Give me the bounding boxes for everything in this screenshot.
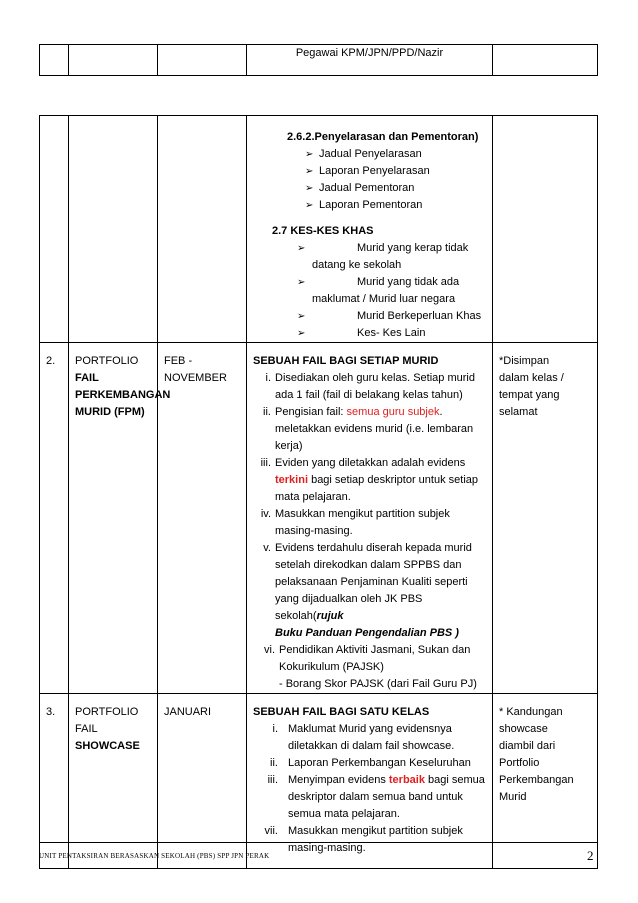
arrow-bullet-icon: ➢ — [297, 328, 306, 339]
time-period: JANUARI — [158, 694, 247, 869]
list-item: i. Maklumat Murid yang evidensnya diletakkan di dalam fail showcase. — [272, 723, 455, 752]
section-heading: 2.7 KES-KES KHAS — [272, 225, 374, 237]
officer-cell — [247, 45, 493, 76]
table-row — [40, 343, 598, 694]
list-item: vii. Masukkan mengikut partition subjek masing-masing. — [264, 825, 463, 854]
list-item: iv. Masukkan mengikut partition subjek masing-masing. — [260, 508, 450, 537]
list-item: ➢ Jadual Penyelarasan — [305, 146, 486, 163]
item-name: PORTFOLIO FAIL SHOWCASE — [69, 694, 158, 869]
list-item: v. Evidens terdahulu diserah kepada murid setelah direkodkan dalam SPPBS dan pelaksanaan Penjaminan Kualiti seperti yang dijadualkan oleh JK PBS sekolah(rujuk Buku Panduan Pengendalian PBS ) — [263, 542, 472, 639]
cell-empty — [493, 45, 598, 76]
cell-empty — [493, 116, 598, 343]
list-item: iii. Eviden yang diletakkan adalah evidens terkini bagi setiap deskriptor untuk setiap mata pelajaran. — [260, 457, 479, 503]
numbered-list — [253, 721, 486, 857]
item-name: PORTFOLIO FAIL PERKEMBANGAN MURID (FPM) — [69, 343, 158, 694]
numbered-list — [253, 370, 486, 693]
list-item: ➢ Laporan Penyelarasan — [305, 163, 486, 180]
list-item: i. Disediakan oleh guru kelas. Setiap murid ada 1 fail (fail di belakang kelas tahun) — [265, 372, 475, 401]
note-cell: *Disimpan dalam kelas / tempat yang selamat — [493, 343, 598, 694]
row-number: 2. — [40, 343, 69, 694]
list-item: ➢ Jadual Pementoran — [305, 180, 486, 197]
arrow-bullet-icon: ➢ — [305, 166, 314, 177]
list-item: ii. Laporan Perkembangan Keseluruhan — [270, 757, 471, 769]
table-row — [40, 45, 598, 76]
cell-empty — [158, 45, 247, 76]
section-heading: 2.6.2.Penyelarasan dan Pementoran) — [287, 131, 479, 143]
main-table — [39, 115, 598, 869]
list-item: ➢ Murid yang tidak ada — [297, 274, 486, 291]
bullet-list — [253, 146, 486, 214]
list-item: ii. Pengisian fail: semua guru subjek. meletakkan evidens murid (i.e. lembaran kerja) — [263, 406, 474, 452]
list-item: ➢ Laporan Pementoran — [305, 197, 486, 214]
footer-divider — [39, 842, 597, 843]
note-cell: * Kandungan showcase diambil dari Portfolio Perkembangan Murid — [493, 694, 598, 869]
list-item: ➢ Kes- Kes Lain — [297, 325, 486, 342]
time-period: FEB - NOVEMBER — [158, 343, 247, 694]
cell-empty — [69, 116, 158, 343]
cell-empty — [158, 116, 247, 343]
arrow-bullet-icon: ➢ — [305, 200, 314, 211]
officer-text: Pegawai KPM/JPN/PPD/Nazir — [295, 47, 444, 59]
row-number: 3. — [40, 694, 69, 869]
list-item: ➢ Murid yang kerap tidak — [297, 240, 486, 257]
cell-empty — [40, 45, 69, 76]
top-table-fragment — [39, 44, 598, 76]
table-row — [40, 116, 598, 343]
arrow-bullet-icon: ➢ — [297, 277, 306, 288]
footer-text: UNIT PENTAKSIRAN BERASASKAN SEKOLAH (PBS) SPP JPN PERAK — [39, 852, 270, 860]
bullet-list: ➢ Murid yang kerap tidak datang ke sekolah ➢ Murid yang tidak ada maklumat / Murid luar negara ➢ Murid Berkeperluan Khas ➢ Kes- Kes Lain — [253, 240, 486, 342]
list-item: vi. Pendidikan Aktiviti Jasmani, Sukan dan Kokurikulum (PAJSK) - Borang Skor PAJSK (dari Fail Guru PJ) — [264, 644, 477, 690]
list-item: iii. Menyimpan evidens terbaik bagi semua deskriptor dalam semua band untuk semua mata pelajaran. — [267, 774, 485, 820]
list-item: ➢ Murid Berkeperluan Khas — [297, 308, 486, 325]
arrow-bullet-icon: ➢ — [305, 183, 314, 194]
activity-cell — [247, 116, 493, 343]
page-number: 2 — [587, 848, 594, 863]
activity-cell — [247, 343, 493, 694]
arrow-bullet-icon: ➢ — [297, 311, 306, 322]
cell-empty — [40, 116, 69, 343]
activity-heading: SEBUAH FAIL BAGI SETIAP MURID — [253, 355, 439, 367]
cell-empty — [69, 45, 158, 76]
arrow-bullet-icon: ➢ — [305, 149, 314, 160]
activity-heading: SEBUAH FAIL BAGI SATU KELAS — [253, 706, 430, 718]
arrow-bullet-icon: ➢ — [297, 243, 306, 254]
